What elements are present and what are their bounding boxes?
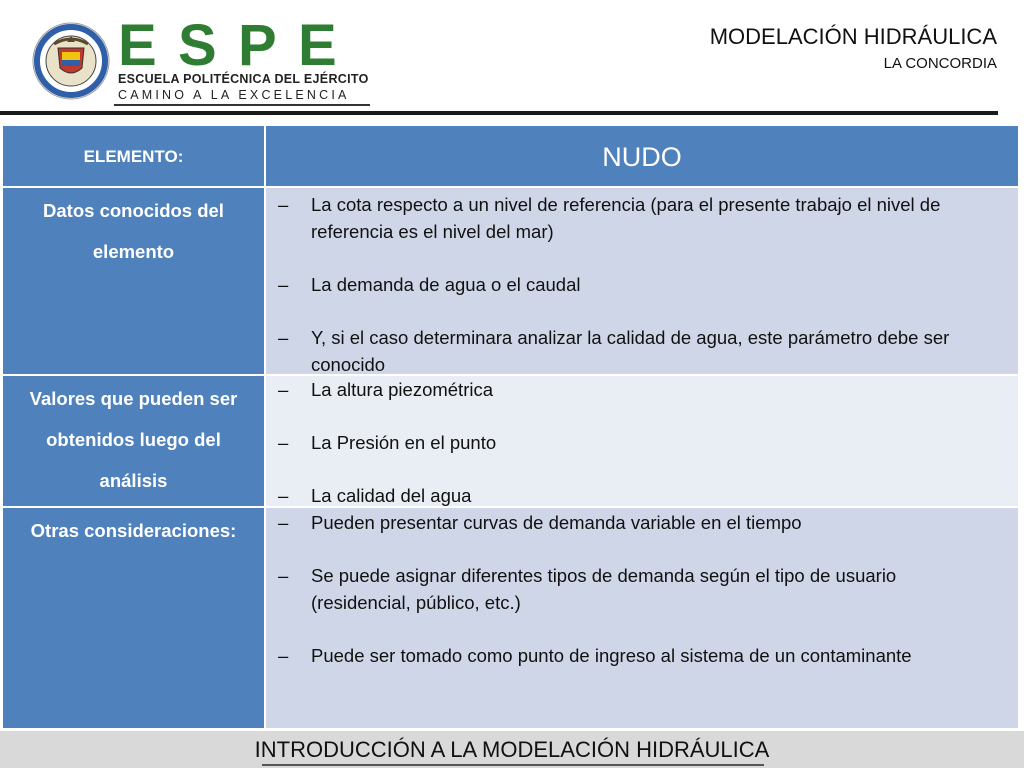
slide-footer — [0, 731, 1024, 768]
list-item-text: Pueden presentar curvas de demanda variable en el tiempo — [311, 512, 802, 533]
list-item-text: La demanda de agua o el caudal — [311, 274, 581, 295]
slide-subtitle: LA CONCORDIA — [883, 55, 997, 72]
footer-title: INTRODUCCIÓN A LA MODELACIÓN HIDRÁULICA — [254, 737, 770, 762]
logo-letter: E — [118, 13, 157, 78]
logo-letter: P — [238, 13, 277, 78]
bullet-dash: – — [278, 379, 289, 400]
bullet-dash: – — [278, 327, 289, 348]
espe-wordmark — [118, 13, 369, 105]
row-label-line: Valores que pueden ser — [29, 388, 238, 409]
bullet-list — [266, 191, 1018, 404]
list-item — [266, 324, 1018, 378]
element-label: ELEMENTO: — [3, 126, 264, 186]
row-label — [3, 508, 264, 728]
list-item-text: Se puede asignar diferentes tipos de demanda según el tipo de usuario (residencial, público, etc.) — [311, 565, 897, 613]
row-label-line: elemento — [92, 241, 175, 262]
row-label — [3, 376, 264, 506]
list-item — [266, 509, 1018, 536]
element-table — [3, 126, 1018, 728]
list-item — [266, 429, 1018, 456]
row-content — [266, 188, 1018, 374]
list-item — [266, 482, 1018, 509]
logo-letter: S — [178, 13, 217, 78]
bullet-dash: – — [278, 274, 289, 295]
row-label-line: obtenidos luego del — [46, 429, 221, 450]
list-item — [266, 562, 1018, 616]
row-label — [3, 188, 264, 374]
bullet-list — [266, 509, 1018, 695]
row-label-line: Datos conocidos del — [43, 200, 224, 221]
row-content — [266, 376, 1018, 506]
school-motto: CAMINO A LA EXCELENCIA — [118, 88, 350, 102]
bullet-dash: – — [278, 645, 289, 666]
list-item-text: Y, si el caso determinara analizar la calidad de agua, este parámetro debe ser conocido — [311, 327, 950, 375]
bullet-dash: – — [278, 565, 289, 586]
list-item-text: La altura piezométrica — [311, 379, 494, 400]
table-row — [3, 376, 1018, 506]
row-label-line: análisis — [99, 470, 168, 491]
school-name: ESCUELA POLITÉCNICA DEL EJÉRCITO — [118, 72, 369, 86]
bullet-dash: – — [278, 194, 289, 215]
table-row — [3, 188, 1018, 374]
list-item — [266, 376, 1018, 403]
list-item — [266, 271, 1018, 298]
list-item-text: Puede ser tomado como punto de ingreso al sistema de un contaminante — [311, 645, 912, 666]
espe-letters — [118, 13, 368, 78]
element-value-cell — [266, 126, 1018, 186]
list-item-text: La cota respecto a un nivel de referencia (para el presente trabajo el nivel de referencia es el nivel del mar) — [311, 194, 941, 242]
list-item — [266, 642, 1018, 669]
footer-underline — [262, 764, 764, 766]
bullet-dash: – — [278, 432, 289, 453]
bullet-dash: – — [278, 512, 289, 533]
list-item-text: La Presión en el punto — [311, 432, 497, 453]
list-item — [266, 191, 1018, 245]
logo-letter: E — [298, 13, 337, 78]
logo-underline — [114, 104, 370, 106]
table-row — [3, 508, 1018, 728]
row-content — [266, 508, 1018, 728]
slide-title: MODELACIÓN HIDRÁULICA — [709, 24, 997, 49]
row-label-line: Otras consideraciones: — [30, 520, 237, 541]
list-item-text: La calidad del agua — [311, 485, 472, 506]
bullet-dash: – — [278, 485, 289, 506]
element-value: NUDO — [602, 142, 682, 172]
espe-seal-logo — [32, 22, 110, 100]
table-header-row — [3, 126, 1018, 186]
header-divider — [0, 111, 998, 115]
slide-header — [0, 0, 1024, 110]
